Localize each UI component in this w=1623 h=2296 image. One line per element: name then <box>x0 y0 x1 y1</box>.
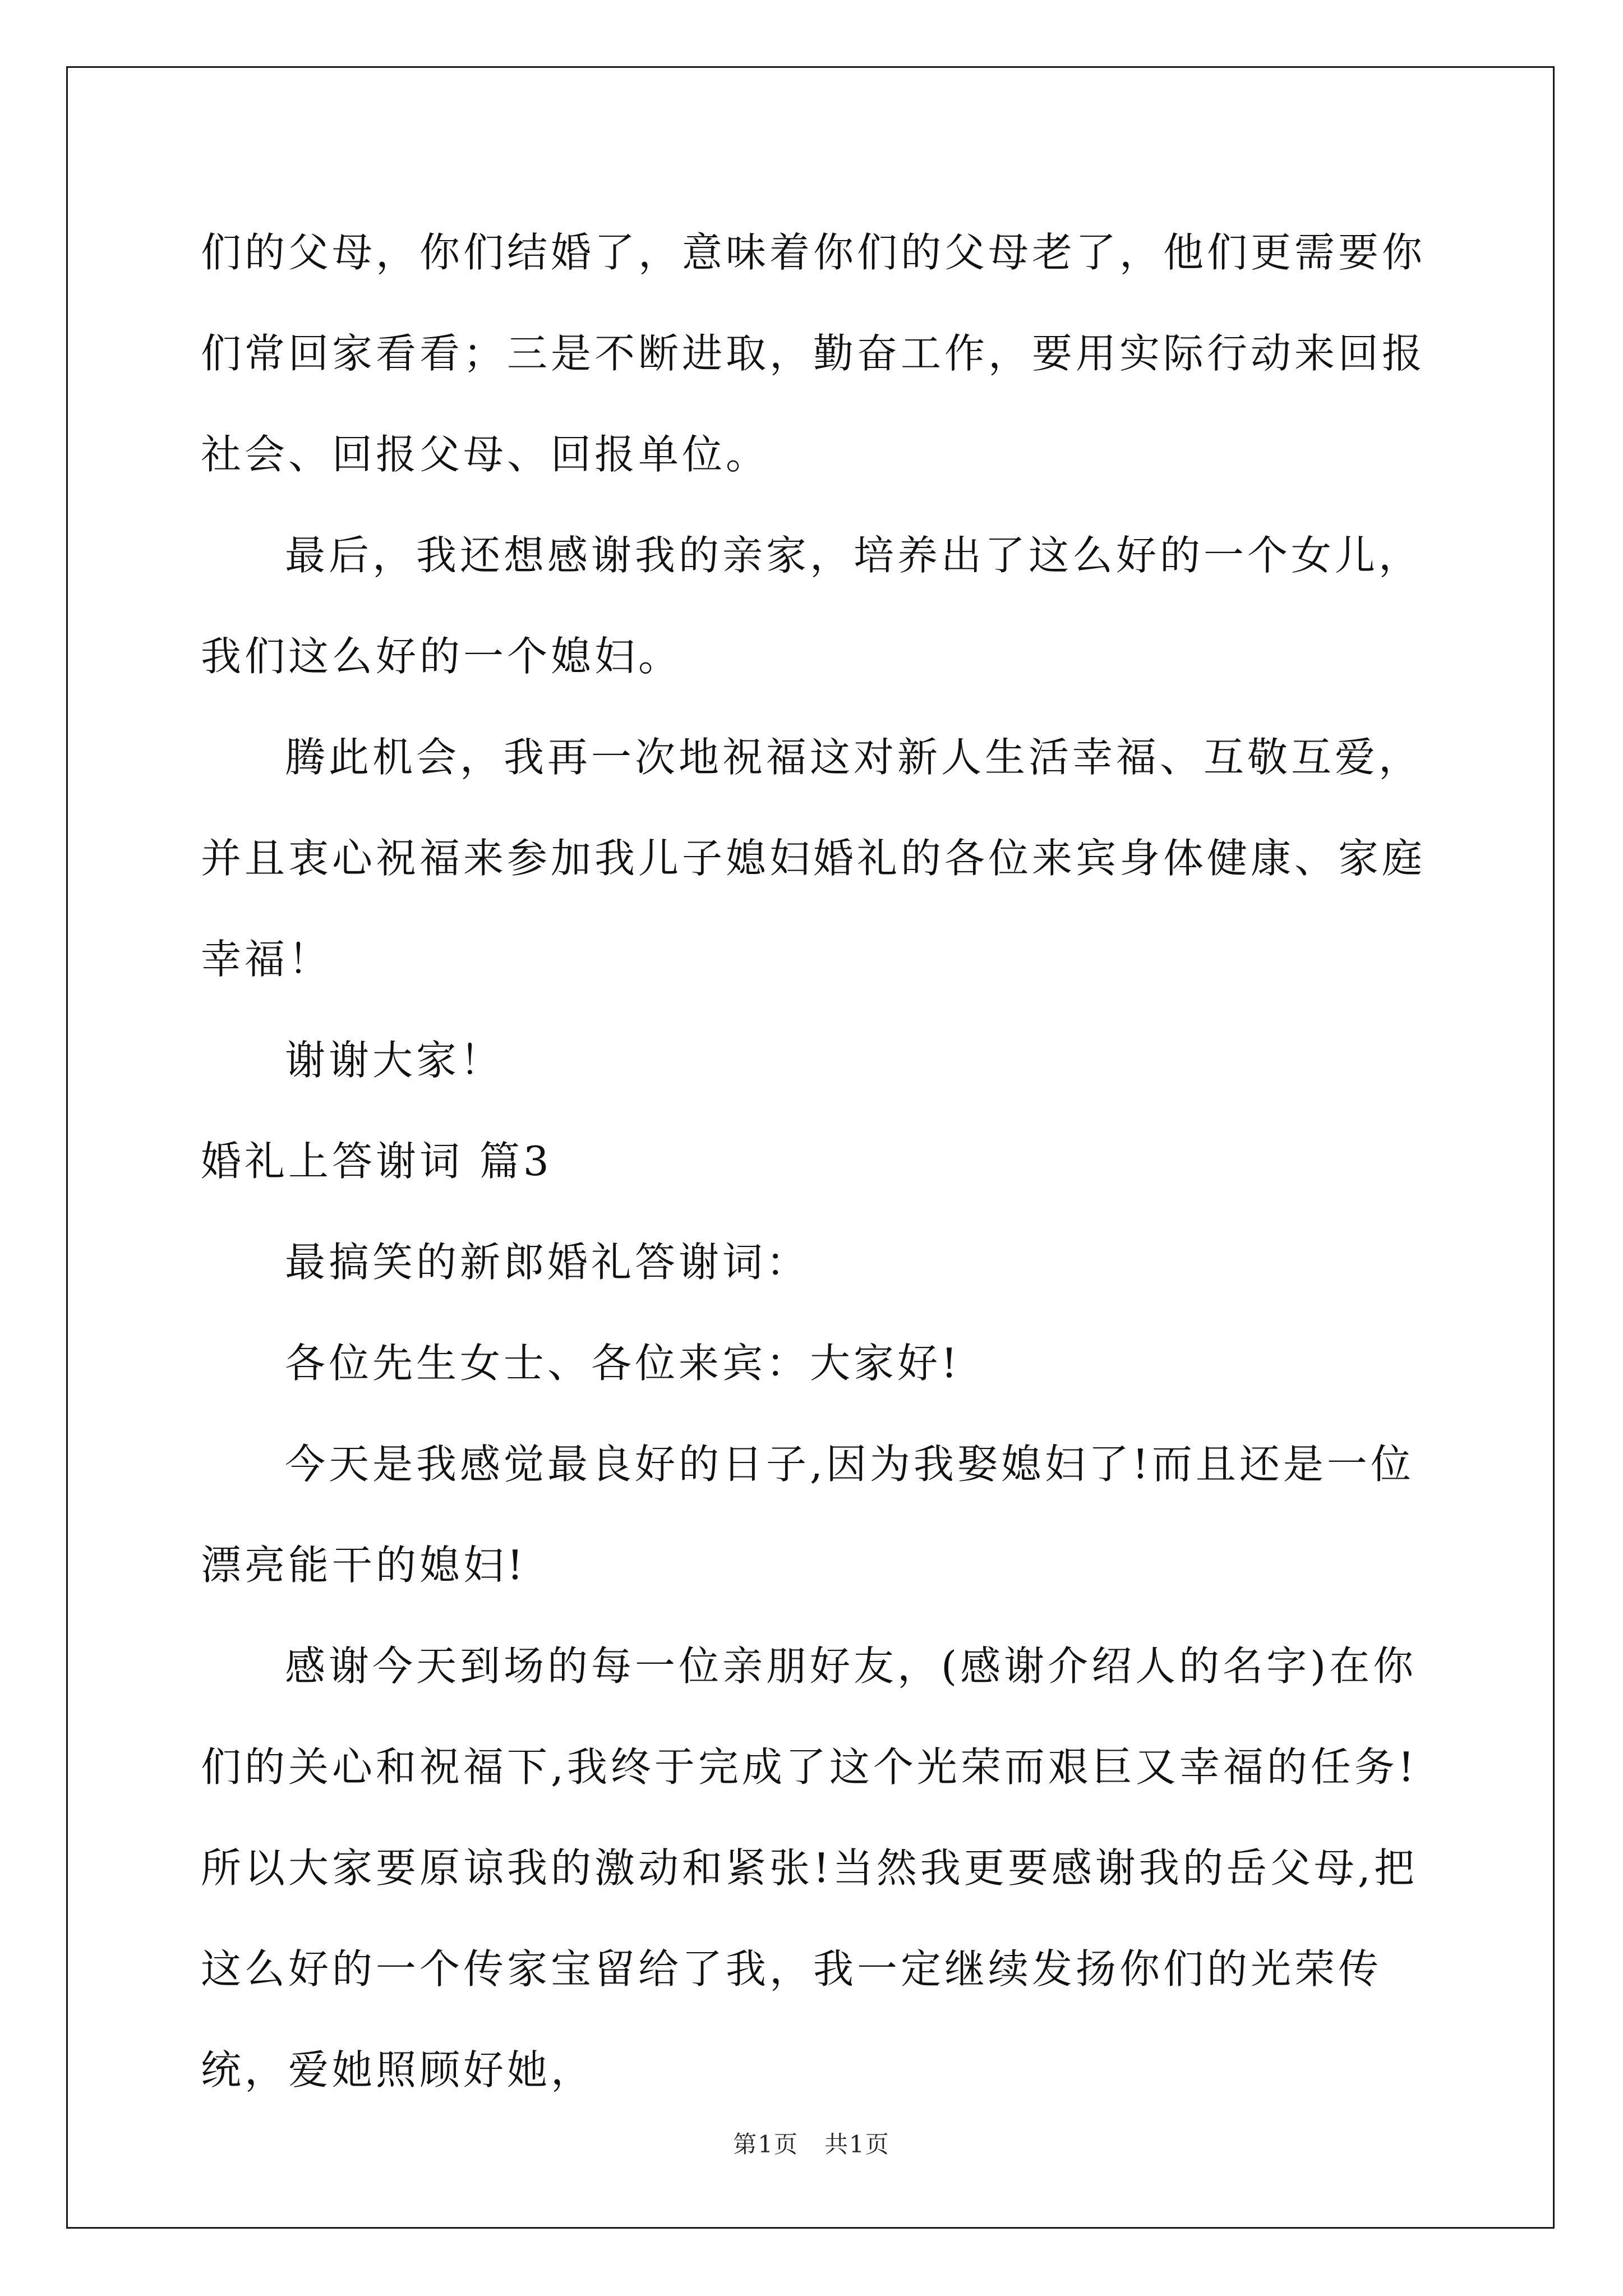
paragraph-thank-you: 谢谢大家！ <box>285 1037 504 1084</box>
paragraph-today: 今天是我感觉最良好的日子,因为我娶媳妇了!而且还是一位漂亮能干的媳妇! <box>201 1441 1414 1589</box>
paragraph-thanks-in-laws: 最后，我还想感谢我的亲家，培养出了这么好的一个女儿，我们这么好的一个媳妇。 <box>201 532 1423 680</box>
page-total: 共1页 <box>824 2131 890 2158</box>
page-footer <box>0 2126 1623 2160</box>
section-heading: 婚礼上答谢词 篇3 <box>201 1138 552 1185</box>
paragraph-continuation: 们的父母，你们结婚了，意味着你们的父母老了，他们更需要你们常回家看看；三是不断进取，勤奋工作，要用实际行动来回报社会、回报父母、回报单位。 <box>201 229 1426 478</box>
document-body <box>201 202 1429 2120</box>
paragraph-subtitle: 最搞笑的新郎婚礼答谢词： <box>285 1239 810 1286</box>
page-number: 第1页 <box>733 2131 799 2158</box>
paragraph-greeting: 各位先生女士、各位来宾：大家好! <box>285 1340 961 1387</box>
paragraph-gratitude: 感谢今天到场的每一位亲朋好友，(感谢介绍人的名字)在你们的关心和祝福下,我终于完成了这个光荣而艰巨又幸福的任务!所以大家要原谅我的激动和紧张!当然我更要感谢我的岳父母,把这么好的一个传家宝留给了我，我一定继续发扬你们的光荣传统，爱她照顾好她， <box>201 1642 1418 2093</box>
paragraph-blessing: 腾此机会，我再一次地祝福这对新人生活幸福、互敬互爱，并且衷心祝福来参加我儿子媳妇婚礼的各位来宾身体健康、家庭幸福！ <box>201 734 1426 983</box>
